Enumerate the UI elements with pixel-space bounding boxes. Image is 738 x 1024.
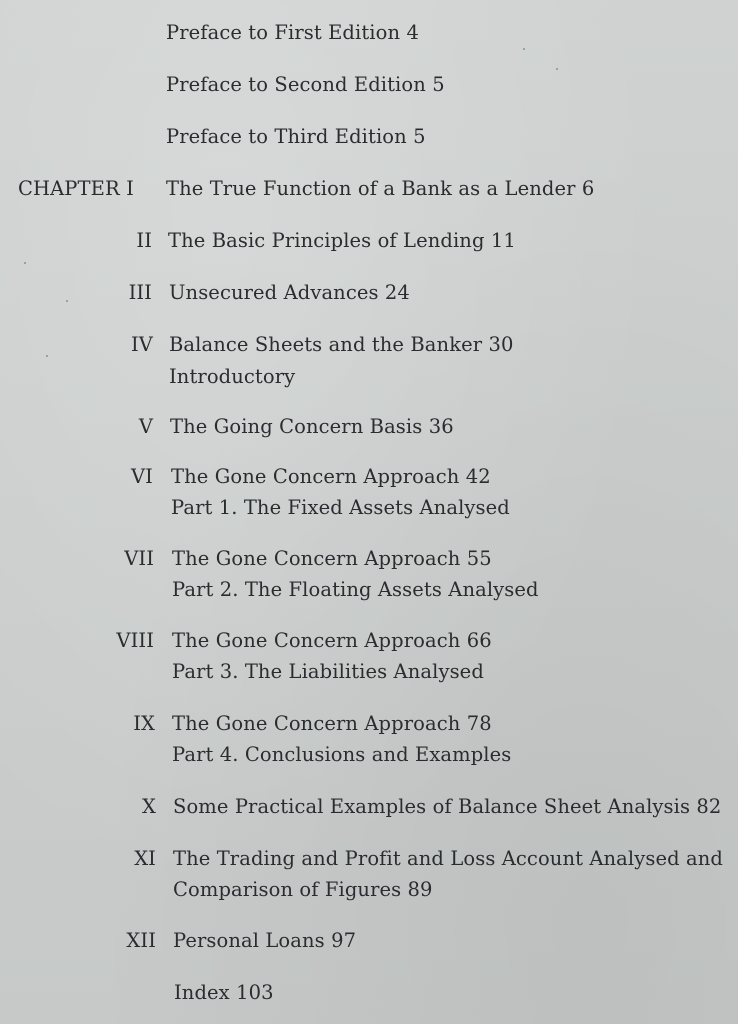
entry-subtitle: Part 3. The Liabilities Analysed	[172, 660, 484, 683]
paper-speck	[66, 300, 68, 302]
entry-title: Index	[174, 981, 230, 1004]
chapter-title-line	[169, 282, 410, 304]
chapter-title-line	[166, 178, 594, 200]
chapter-number: XI	[134, 847, 156, 870]
entry-title: The Trading and Profit and Loss Account Analysed and	[173, 847, 723, 870]
entry-page: 55	[466, 547, 492, 570]
toc-entry-chapter-4-subtitle	[169, 366, 295, 388]
chapter-number: II	[136, 229, 152, 252]
entry-title: The Going Concern Basis	[170, 415, 423, 438]
entry-title: The Gone Concern Approach	[172, 629, 461, 652]
entry-title: The Gone Concern Approach	[172, 712, 461, 735]
chapter-number: III	[128, 281, 152, 304]
paper-speck	[556, 68, 558, 70]
toc-entry-preface-3	[166, 126, 426, 148]
entry-title: Balance Sheets and the Banker	[169, 333, 483, 356]
toc-entry-chapter-9-subtitle	[172, 744, 511, 766]
toc-entry-preface-1	[166, 22, 419, 44]
chapter-title-line	[173, 848, 723, 870]
entry-title: The Gone Concern Approach	[171, 465, 460, 488]
paper-speck	[46, 355, 48, 357]
entry-page: 78	[466, 712, 492, 735]
entry-page: 66	[466, 629, 492, 652]
chapter-title-line	[171, 466, 491, 488]
entry-subtitle: Part 4. Conclusions and Examples	[172, 743, 512, 766]
entry-page: 42	[465, 465, 491, 488]
entry-title: Preface to Third Edition	[166, 125, 407, 148]
entry-page: 103	[236, 981, 274, 1004]
chapter-title-line	[172, 713, 492, 735]
toc-entry-index	[174, 982, 274, 1004]
entry-subtitle: Part 1. The Fixed Assets Analysed	[171, 496, 510, 519]
entry-page: 11	[490, 229, 516, 252]
chapter-number: XII	[126, 929, 156, 952]
entry-page: 4	[406, 21, 419, 44]
entry-title: Personal Loans	[173, 929, 325, 952]
chapter-title-line	[170, 416, 454, 438]
entry-page: 30	[488, 333, 514, 356]
chapter-title-line	[169, 334, 514, 356]
chapter-number: V	[138, 415, 153, 438]
chapter-title-line	[168, 230, 516, 252]
entry-page: 82	[696, 795, 722, 818]
chapter-number: IX	[133, 712, 155, 735]
entry-title: Unsecured Advances	[169, 281, 379, 304]
entry-page: 36	[428, 415, 454, 438]
entry-page: 97	[331, 929, 357, 952]
toc-entry-chapter-8-subtitle	[172, 661, 484, 683]
chapter-number: IV	[131, 333, 153, 356]
entry-subtitle: Comparison of Figures 89	[173, 878, 433, 901]
paper-speck	[24, 262, 26, 264]
chapter-number: VIII	[116, 629, 154, 652]
chapter-number: VII	[124, 547, 154, 570]
entry-title: Some Practical Examples of Balance Sheet Analysis	[173, 795, 691, 818]
entry-page: 5	[432, 73, 445, 96]
chapter-word	[18, 178, 134, 200]
toc-entry-chapter-7-subtitle	[172, 579, 539, 601]
entry-page: 5	[413, 125, 426, 148]
chapter-title-line	[172, 548, 492, 570]
chapter-number: I	[126, 177, 134, 200]
chapter-label: CHAPTER	[18, 177, 120, 200]
chapter-title-line	[172, 630, 492, 652]
toc-entry-chapter-6-subtitle	[171, 497, 510, 519]
entry-subtitle: Part 2. The Floating Assets Analysed	[172, 578, 539, 601]
entry-title: Preface to First Edition	[166, 21, 401, 44]
chapter-number: X	[142, 795, 156, 818]
entry-page: 24	[384, 281, 410, 304]
chapter-title-line	[173, 930, 356, 952]
entry-title: The Basic Principles of Lending	[168, 229, 485, 252]
entry-subtitle: Introductory	[169, 365, 296, 388]
chapter-number: VI	[131, 465, 153, 488]
entry-title: The True Function of a Bank as a Lender	[166, 177, 576, 200]
entry-page: 6	[581, 177, 595, 200]
entry-title: Preface to Second Edition	[166, 73, 426, 96]
toc-entry-preface-2	[166, 74, 445, 96]
chapter-title-line	[173, 796, 721, 818]
toc-entry-chapter-11-subtitle	[173, 879, 433, 901]
entry-title: The Gone Concern Approach	[172, 547, 461, 570]
paper-speck	[523, 48, 525, 50]
